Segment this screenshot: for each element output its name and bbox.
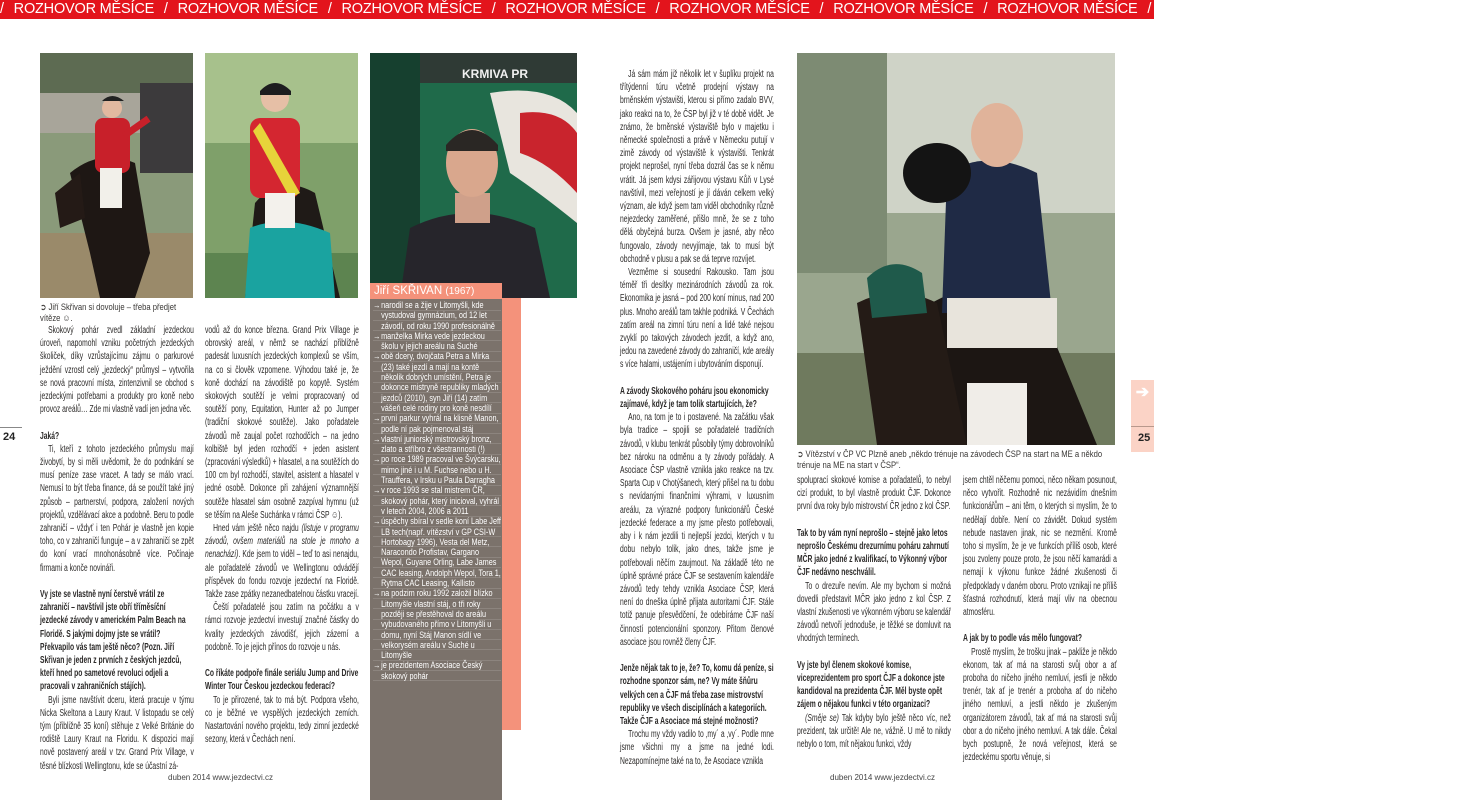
photo-rider-celebrating xyxy=(40,53,193,298)
arrow-right-icon: → xyxy=(373,413,381,424)
arrow-right-icon: ➔ xyxy=(1135,384,1150,401)
text-segment: Jenže nějak tak to je, že? To, komu dá peníze, si rozhodne sponzor sám, ne? Vy máte šňůru velkých cen a ČJF má třeba zase mistrovství republiky ve všech disciplínách a kategoriích. Takže ČJF a Asociace má stejné možnosti? xyxy=(620,663,774,727)
article-paragraph xyxy=(620,266,774,372)
footer-left: duben 2014 www.jezdectvi.cz xyxy=(168,773,273,782)
bio-item xyxy=(373,516,501,588)
text-segment: Co říkáte podpoře finále seriálu Jump and Drive Winter Tour Českou jezdeckou federací? xyxy=(205,668,359,693)
footer-right: duben 2014 www.jezdectvi.cz xyxy=(830,773,935,782)
article-paragraph xyxy=(40,694,194,773)
photo-rider-with-sash xyxy=(205,53,358,298)
section-label: ROZHOVOR MĚSÍCE xyxy=(997,1,1138,17)
text-segment: Tak kdyby bylo ještě něco víc, než prezident, tak určitě! Ale ne, vážně. U mě to nikdy nebylo o tom, mít nějakou funkci, vždy xyxy=(797,712,951,751)
section-separator: / xyxy=(487,1,500,17)
section-separator: / xyxy=(323,1,336,17)
bio-item xyxy=(373,351,501,413)
section-label: ROZHOVOR MĚSÍCE xyxy=(13,1,155,17)
article-paragraph xyxy=(205,694,359,747)
text-segment: To je přirozené, tak to má být. Podpora všeho, co je běžné ve vyspělých jezdeckých zemích. Nastartování nového projektu, tedy zimní jezdecké sezony, která v Čechách není. xyxy=(205,694,359,746)
section-label: ROZHOVOR MĚSÍCE xyxy=(669,1,810,17)
text-segment: Vezměme si sousední Rakousko. Tam jsou téměř tři desítky mezinárodních závodů za rok. Ekonomika je jasná – pod 200 koní minus, nad 200 plus. Mnoho areálů tam takhle podniká. V Čechách zatím areál na zimní túru není a lidé také nejsou zvyklí po takových závodech jezdit, a když ano, jedou na zavedené závody do zahraničí, kde areály s více halami, ustájením i ubytováním disponují. xyxy=(620,267,774,371)
article-paragraph xyxy=(797,712,951,752)
page-tab xyxy=(1131,380,1154,452)
article-paragraph xyxy=(620,68,774,266)
interview-question xyxy=(797,527,951,580)
article-paragraph xyxy=(797,580,951,646)
article-paragraph xyxy=(620,411,774,649)
article-paragraph xyxy=(620,728,774,768)
text-segment: Tak to by vám nyní neprošlo – stejně jako letos neprošlo Českému drezurnímu poháru zahrnutí MČR jako jedné z kvalifikací, to Výkonný výbor ČJF nedávno neschválil. xyxy=(797,527,949,579)
left-column-2 xyxy=(205,324,359,746)
bio-item-text: úspěchy sbíral v sedle koní Labe Jeff LB tech(např. vítězství v GP CSI-W Hortobagy 1996), Vesta del Metz, Naracondo Profistav, Gargano Wepol, Guyane Orling, Labe James CAC leasing, Andolph Wepol, Tora 1, Rytma CAC Leasing, Kallisto xyxy=(381,516,501,589)
caption-arrow-icon: ➲ xyxy=(797,449,806,459)
bio-item-text: v roce 1993 se stal mistrem ČR, skokový pohár, který inicioval, vyhrál v letech 2004, 2006 a 2011 xyxy=(381,485,500,516)
page-number-right: 25 xyxy=(1138,432,1151,444)
section-label: ROZHOVOR MĚSÍCE xyxy=(341,1,482,17)
text-segment: vodů až do konce března. Grand Prix Village je obrovský areál, v němž se nachází přibližně padesát luxusních jezdeckých komplexů se vším, na co si člověk vzpomene. Výhodou také je, že koně dochází na závodiště po kopytě. Systém skokových soutěží je velmi propracovaný od soutěží pony, Equitation, Hunter až po Jumper (tradiční skokové soutěže). Jako pořadatele závodů mě zaujal počet rozhodčích – na jedno kolbiště byl jeden rozhodčí + jeden asistent (zpracování výsledků) + hlasatel, a na soutěžích do 100 cm byl rozhodčí, stavitel, asistent a hlasatel v jedné osobě. Dokonce při zahájení významnější soutěže hlasatel sám osobně zazpíval hymnu (už se těším na Aleše Suchánka v rámci ČSP ☺). xyxy=(205,325,359,521)
arrow-right-icon: → xyxy=(373,485,381,496)
bio-item-text: manželka Mirka vede jezdeckou školu v jejich areálu na Suché xyxy=(381,330,485,352)
section-label: ROZHOVOR MĚSÍCE xyxy=(505,1,646,17)
section-label: ROZHOVOR MĚSÍCE xyxy=(177,1,318,17)
sidebar-title: Jiří SKŘIVAN (1967) xyxy=(370,283,502,299)
right-column-1 xyxy=(620,68,775,768)
page-number-left: 24 xyxy=(3,431,16,443)
interview-question xyxy=(963,632,1117,645)
section-label: ROZHOVOR MĚSÍCE xyxy=(1161,1,1302,17)
section-separator: / xyxy=(160,1,172,17)
bio-item-text: narodil se a žije v Litomyšli, kde vystudoval gymnázium, od 12 let závodí, od roku 1990 profesionálně xyxy=(381,300,495,331)
arrow-right-icon: → xyxy=(373,516,381,527)
arrow-right-icon: → xyxy=(373,660,381,671)
text-segment: Vy jste byl členem skokové komise, viceprezidentem pro sport ČJF a dokonce jste kandidoval na prezidenta ČJF. Měl byste opět zájem o nějakou funkci v této organizaci? xyxy=(797,659,945,711)
interview-question xyxy=(620,662,774,728)
text-segment: Trochu my vždy vadilo to ‚my´ a ‚vy´. Podle mne jsme všichni my a jsme na jedné lodi. Nezapomínejme také na to, že Asociace vznikla xyxy=(620,729,774,767)
page-number-rule xyxy=(0,427,22,428)
interview-question xyxy=(205,667,359,693)
text-segment: spoluprací skokové komise a pořadatelů, to nebyl cizí produkt, to byl vlastně produkt ČJF. Dokonce první dva roky bylo mistrovství ČR jedno z kol ČSP. xyxy=(797,475,951,513)
bio-item xyxy=(373,485,501,516)
bio-item xyxy=(373,454,501,485)
text-segment: A jak by to podle vás mělo fungovat? xyxy=(963,633,1083,645)
arrow-right-icon: → xyxy=(373,588,381,599)
text-segment: Já sám mám již několik let v šuplíku projekt na třítýdenní túru včetně prodejní výstavy na brněnském výstavišti, kterou si přímo zadalo BVV, jako reakci na to, že ČSP byl již v té době vidět. Je známo, že brněnské výstaviště bylo v majetku i německé společnosti a právě v Německu putují v zimě závody od výstaviště k výstavišti. Tenkrát projekt neprošel, nyní třeba dozrál čas se k němu vrátit. Já jsem kdysi zářijovou výstavu Kůň v Lysé navštívil, mezi veřejností je jí dáván celkem velký význam, ale když jsem tam viděl obchodníky různě nejezdecky zaměřené, přišlo mně, že se z toho dělá obyčejná burza. Ovšem je jasné, aby něco fungovalo, závody nevyjímaje, tak to musí být obchodně v plusu a pak se dá teprve rozvíjet. xyxy=(620,69,774,265)
left-column-1 xyxy=(40,324,194,773)
caption-arrow-icon: ➲ xyxy=(40,302,49,312)
right-photo-caption: ➲ Vítězství v ČP VC Plzně aneb „někdo trénuje na závodech ČSP na start na ME a někdo trénuje na ME na start v ČSP“. xyxy=(797,449,1103,470)
article-paragraph xyxy=(963,646,1117,765)
bio-item xyxy=(373,300,501,331)
left-photo-caption: ➲ Jiří Skřivan si dovoluje – třeba předjet vítěze ☺. xyxy=(40,302,177,323)
text-segment: Jaká? xyxy=(40,430,60,442)
section-header-band xyxy=(0,0,1466,19)
arrow-right-icon: → xyxy=(373,330,381,341)
bio-item-text: je prezidentem Asociace Český skokový pohár xyxy=(381,660,483,681)
section-separator: / xyxy=(815,1,828,17)
interview-question xyxy=(797,659,951,712)
section-separator: / xyxy=(979,1,992,17)
article-paragraph xyxy=(40,324,194,416)
right-column-2 xyxy=(797,474,951,751)
section-separator: / xyxy=(651,1,664,17)
text-segment: Ano, na tom je to i postavené. Na začátku však byla tradice – spojili se pořadatelé tradičních závodů, v klubu tenkrát působily týmy dobrovolníků bez nároku na odměnu a ty závody pořádaly. A Asociace ČSP vlastně vznikla jako reakce na tzv. Sparta Cup v Chotýšanech, který přišel na tu dobu s nevídanými finančními výhrami, v luxusním areálu, za výrazné podpory funkcionářů České jezdecké federace a my jsme přesto potřebovali, aby i k nám jezdili ti nejlepší jezdci, kterých v tu dobu nebylo tolik, jako dnes, takže jsme je potřebovali něčím zaujmout. Na základě této ne úplně správné práce ČJF se sestavením kalendáře závodů tedy tehdy vznikla Asociace ČSP, která není do dneška úplně přijata autoritami ČJF. Stále totiž panuje přesvědčení, že odebíráme ČJF naší činností potencionální sponzory. Přitom členové asociace jsou rovněž členy ČJF. xyxy=(620,412,774,648)
bio-item xyxy=(373,413,501,434)
section-label: ROZHOVOR MĚSÍCE xyxy=(833,1,974,17)
sidebar-accent-strip xyxy=(502,298,521,730)
arrow-right-icon: → xyxy=(373,454,381,465)
article-paragraph xyxy=(40,443,194,575)
article-paragraph xyxy=(205,324,359,522)
bio-item xyxy=(373,331,501,352)
text-segment: jsem chtěl něčemu pomoci, něco někam posunout, něco vytvořit. Rozhodně nic nezávidím dnešním funkcionářům – ani těm, o kterých si myslím, že to nedělají dobře. Není co závidět. Dokud systém nebude nastaven jinak, nic se nezmění. Kromě toho si myslím, že je ve funkcích příliš osob, které jsou zvoleny pouze proto, že jsou něčí kamarádi a nemají k výkonu funkce žádné zkušenosti či předpoklady v daném oboru. Proto vznikají ne příliš šťastná rozhodnutí, která mají vliv na obecnou atmosféru. xyxy=(963,475,1117,619)
arrow-right-icon: → xyxy=(373,300,381,310)
article-paragraph xyxy=(205,601,359,654)
bio-item-text: vlastní juniorský mistrovský bronz, zlato a stříbro z všestrannosti (!) xyxy=(381,433,492,455)
article-paragraph xyxy=(797,474,951,514)
section-separator: / xyxy=(1307,1,1319,17)
text-segment: To o drezuře nevím. Ale my bychom si možná dovedli představit MČR jako jedno z kol ČSP. Z vlastní zkušenosti ve výkonném výboru se kalendář závodů netvoří jednoduše, je těžké se domluvit na vhodných termínech. xyxy=(797,580,951,645)
photo-rider-with-horse xyxy=(797,53,1115,445)
bio-item xyxy=(373,588,501,660)
interview-question xyxy=(620,385,774,411)
bio-item-text: obě dcery, dvojčata Petra a Mirka (23) také jezdí a mají na kontě několik dobrých umístění, Petra je dokonce mistryně republiky mladých jezdců (2010), syn Jiří (14) zatím vášeň celé rodiny pro koně nesdílí xyxy=(381,351,499,413)
text-segment: Vy jste se vlastně nyní čerstvě vrátil ze zahraničí – navštívil jste obří tříměsíční jezdecké závody v americkém Palm Beach na Floridě. S jakými dojmy jste se vrátil? Překvapilo vás tam ještě něco? (Pozn. Jiří Skřivan je jeden z prvních z českých jezdců, kteří hned po sametové revoluci odjeli a pracovali v zahraničních stájích). xyxy=(40,589,186,693)
text-segment: Skokový pohár zvedl základní jezdeckou úroveň, napomohl vzniku početných jezdeckých školiček, díky vzrůstajícímu zájmu o parkurové ježdění vzrostl celý „jezdecký“ průmysl – vytvořila se nová pracovní místa, zintenzivnil se obchod s jezdeckými potřebami a produkty pro koně nebo provoz areálů… Zde mi vlastně vadí jen jedna věc. xyxy=(40,325,194,416)
bio-item xyxy=(373,660,501,681)
bio-item-text: první parkur vyhrál na klisně Manon, podle ní pak pojmenoval stáj xyxy=(381,413,499,434)
text-segment: A závody Skokového poháru jsou ekonomicky zajímavé, když je tam tolik startujících, že? xyxy=(620,385,769,411)
text-segment: Čeští pořadatelé jsou zatím na počátku a v rámci rozvoje jezdectví investují značné částky do kvality jezdeckých závodišť, jejich zázemí a podobně. To je jejich přínos do rozvoje u nás. xyxy=(205,602,359,653)
arrow-right-icon: → xyxy=(373,433,381,444)
truck-lettering: KRMIVA PR xyxy=(462,67,528,81)
section-separator: / xyxy=(0,1,8,17)
bio-list xyxy=(373,300,501,681)
italic-note: (Směje se) xyxy=(805,712,839,724)
text-segment: Ti, kteří z tohoto jezdeckého průmyslu mají živobytí, by si měli uvědomit, že do podnikání se musí peníze zase vracet. A tady se málo vrací. Nemusí to být třeba finance, dá se použít také jiný způsob – partnerství, podpora, založení nových projektů, vzdělávací akce a podobně. Beru to podle zahraničí – vždyť i ten Pohár je vlastně jen kopie toho, co v zahraničí funguje – a v zahraničí se zpět do koní vrací mnohonásobně více. Počínaje firmami a konče novináři. xyxy=(40,443,194,574)
section-label: ROZHOVOR MĚSÍCE xyxy=(1324,1,1466,17)
text-segment: Prostě myslím, že trošku jinak – pakliže je někdo ekonom, tak ať má na starosti svůj obor a ať proboha do ničeho jiného nemluví, jestli je někdo trenér, tak ať je trenér a proboha ať do ničeho jiného nemluví, a jestli někdo je zkušeným organizátorem závodů, tak ať má na starosti svůj obor a do ničeho jiného nemluví. A tak dále. Čekal bych postupně, že nová veřejnost, která se jezdeckému sportu věnuje, si xyxy=(963,646,1117,764)
bio-item xyxy=(373,434,501,455)
interview-question xyxy=(40,430,194,443)
section-separator: / xyxy=(1143,1,1156,17)
article-paragraph xyxy=(963,474,1117,619)
italic-note: (listuje v programu závodů, ovšem materiálů na stole je mnoho a nenachází) xyxy=(205,523,359,561)
text-segment: Byli jsme navštívit dceru, která pracuje v týmu Nicka Skeltona a Laury Kraut. V listopadu se celý tým (přibližně 35 koní) stěhuje z Velké Británie do rodiště Laury Kraut na Floridu. K dispozici mají nově postavený areál v tzv. Grand Prix Village, v těsné blízkosti Wellingtonu, kde se účastní zá- xyxy=(40,694,194,772)
right-column-3 xyxy=(963,474,1117,764)
text-segment: . Kde jsem to viděl – teď to asi nenajdu, ale pořadatelé závodů ve Wellingtonu odvádějí příspěvek do fondu rozvoje jezdectví na Floridě. Takže zase zpátky nezanedbatelnou částku vracejí. xyxy=(205,549,359,601)
article-paragraph xyxy=(205,522,359,601)
arrow-right-icon: → xyxy=(373,351,381,362)
text-segment: Hned vám ještě něco najdu xyxy=(213,523,302,535)
tab-divider xyxy=(1131,426,1154,427)
photo-portrait-truck xyxy=(370,53,577,298)
bio-item-text: po roce 1989 pracoval ve Švýcarsku, mimo jiné i u M. Fuchse nebo u H. Trauffera, v Irsku u Paula Darragha xyxy=(381,454,501,486)
interview-question xyxy=(40,588,194,694)
bio-item-text: na podzim roku 1992 založil blízko Litomyšle vlastní stáj, o tři roky později se přestěhoval do areálu vybudovaného přímo v Litomyšli u domu, nyní Stáj Manon sídlí ve velkorysém areálu v Suché u Litomyšle xyxy=(381,588,493,661)
